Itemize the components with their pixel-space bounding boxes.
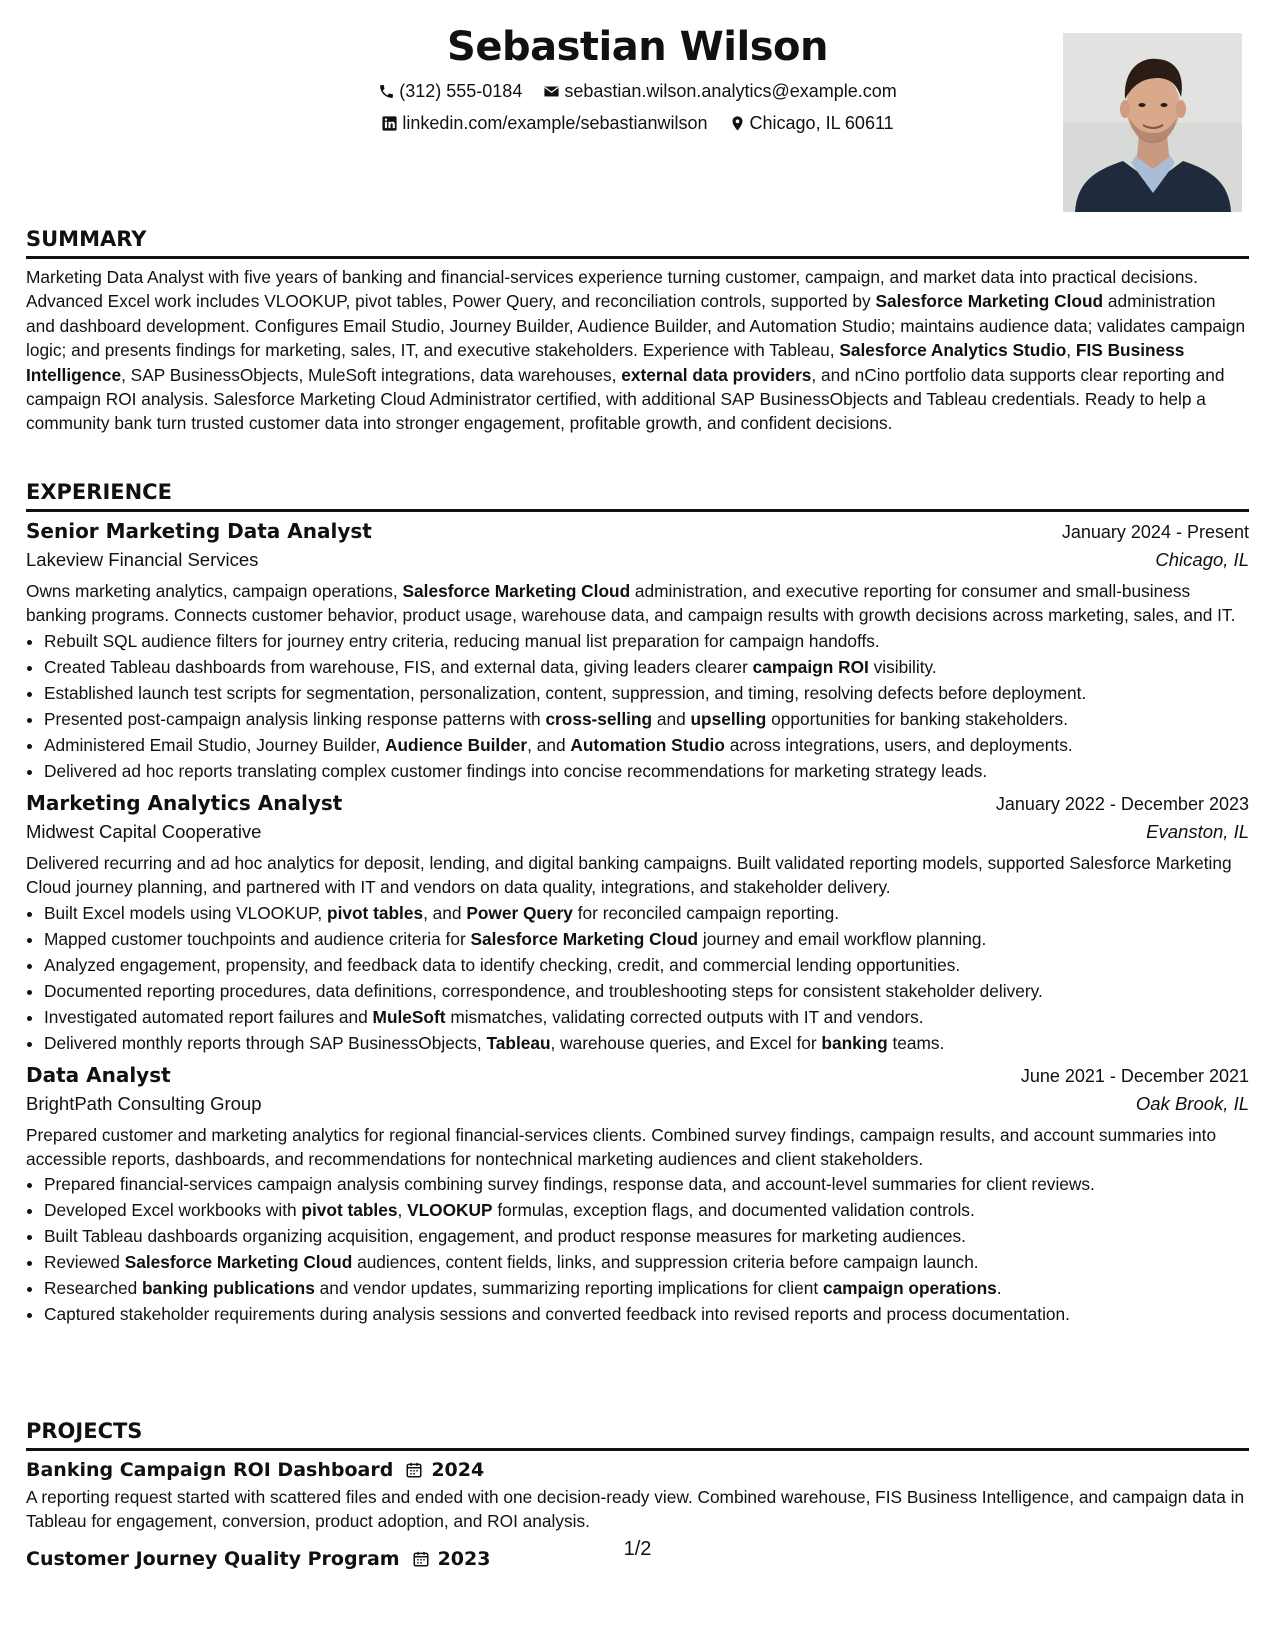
bold-text: FIS Business Intelligence	[26, 340, 1185, 385]
bold-text: Power Query	[466, 902, 573, 923]
text-run: Reviewed	[44, 1252, 125, 1273]
job-company: Midwest Capital Cooperative	[26, 820, 262, 842]
job-bullets	[26, 1171, 1249, 1327]
envelope-icon	[543, 83, 560, 100]
job-bullets	[26, 628, 1249, 784]
bullet-item	[44, 680, 1249, 706]
text-run: , SAP BusinessObjects, MuleSoft integrations, data warehouses,	[121, 364, 622, 385]
location-text: Chicago, IL 60611	[749, 113, 894, 133]
bullet-item	[44, 758, 1249, 784]
job-dates: January 2024 - Present	[1061, 522, 1249, 542]
bold-text: Salesforce Marketing Cloud	[875, 291, 1104, 312]
summary-section	[26, 227, 1249, 436]
bold-text: Salesforce Analytics Studio	[839, 340, 1067, 361]
text-run: teams.	[887, 1032, 945, 1053]
job-title: Data Analyst	[26, 1062, 171, 1087]
job-dates: January 2022 - December 2023	[995, 793, 1249, 814]
bold-text: upselling	[690, 708, 767, 729]
bullet-item	[44, 732, 1249, 758]
text-run: formulas, exception flags, and documented validation controls.	[492, 1200, 975, 1221]
bold-text: Automation Studio	[570, 734, 725, 755]
location-contact	[729, 113, 894, 134]
bullet-item	[44, 1030, 1249, 1056]
text-run: Documented reporting procedures, data definitions, correspondence, and troubleshooting steps for consistent stakeholder delivery.	[44, 980, 1043, 1001]
text-run: ,	[397, 1200, 408, 1221]
linkedin-contact[interactable]	[381, 113, 707, 134]
bullet-item	[44, 706, 1249, 732]
text-run: Delivered recurring and ad hoc analytics for deposit, lending, and digital banking campaigns. Built validated reporting models, supported Salesforce Marketing Cloud journey planning, and partnered with IT and vendors on data quality, integrations, and stakeholder delivery.	[26, 852, 1232, 898]
bold-text: external data providers	[621, 364, 812, 385]
job-location: Chicago, IL	[1155, 549, 1249, 570]
job-title: Marketing Analytics Analyst	[26, 790, 343, 815]
text-run: and vendor updates, summarizing reporting implications for client	[314, 1278, 823, 1299]
text-run: Rebuilt SQL audience filters for journey entry criteria, reducing manual list preparation for campaign handoffs.	[44, 630, 880, 651]
text-run: Developed Excel workbooks with	[44, 1200, 302, 1221]
text-run: Mapped customer touchpoints and audience criteria for	[44, 928, 471, 949]
phone-text: (312) 555-0184	[399, 81, 523, 101]
text-run: across integrations, users, and deployments.	[724, 734, 1073, 755]
email-contact[interactable]	[543, 81, 896, 102]
text-run: Analyzed engagement, propensity, and feedback data to identify checking, credit, and commercial lending opportunities.	[44, 954, 961, 975]
bold-text: Salesforce Marketing Cloud	[124, 1252, 353, 1273]
profile-photo	[1063, 33, 1242, 212]
text-run: Prepared financial-services campaign analysis combining survey findings, response data, and account-level summaries for client reviews.	[44, 1174, 1095, 1195]
text-run: for reconciled campaign reporting.	[572, 902, 840, 923]
project-name: Customer Journey Quality Program	[26, 1547, 400, 1570]
text-run: Administered Email Studio, Journey Builder,	[44, 734, 385, 755]
bullet-item	[44, 978, 1249, 1004]
bold-text: pivot tables	[327, 902, 424, 923]
job-location: Evanston, IL	[1146, 820, 1249, 842]
bold-text: cross-selling	[545, 708, 653, 729]
bullet-item	[44, 900, 1249, 926]
text-run: visibility.	[868, 656, 937, 677]
bold-text: pivot tables	[301, 1200, 398, 1221]
bullet-item	[44, 1004, 1249, 1030]
text-run: Captured stakeholder requirements during analysis sessions and converted feedback into revised reports and process documentation.	[44, 1304, 1070, 1325]
project-year: 2024	[431, 1459, 485, 1481]
project-description: A reporting request started with scattered files and ended with one decision-ready view. Combined warehouse, FIS Business Intelligence, and campaign data in Tableau for engagement, conversion, product adoption, and ROI analysis.	[26, 1487, 1245, 1532]
job-bullets	[26, 900, 1249, 1056]
bullet-item	[44, 1171, 1249, 1197]
phone-icon	[378, 83, 395, 100]
bullet-item	[44, 1301, 1249, 1327]
resume-page	[26, 20, 1249, 1570]
candidate-name: Sebastian Wilson	[447, 24, 828, 70]
map-pin-icon	[729, 115, 746, 132]
text-run: , and	[423, 902, 467, 923]
project-name: Banking Campaign ROI Dashboard	[26, 1459, 394, 1481]
job-company: BrightPath Consulting Group	[26, 1092, 262, 1114]
text-run: Delivered ad hoc reports translating complex customer findings into concise recommendations for marketing strategy leads.	[44, 760, 988, 781]
bullet-item	[44, 1223, 1249, 1249]
text-run: , and	[527, 734, 571, 755]
resume-header	[26, 20, 1249, 212]
text-run: Presented post-campaign analysis linking response patterns with	[44, 708, 546, 729]
calendar-icon	[405, 1461, 423, 1479]
text-run: mismatches, validating corrected outputs with IT and vendors.	[445, 1006, 924, 1027]
job-summary	[26, 579, 1249, 628]
project-year: 2023	[437, 1547, 491, 1570]
section-title-experience: EXPERIENCE	[26, 480, 1249, 512]
job-title: Senior Marketing Data Analyst	[26, 519, 372, 543]
project-entry	[26, 1459, 1249, 1534]
bold-text: campaign ROI	[752, 656, 869, 677]
job-summary	[26, 851, 1249, 900]
job-summary	[26, 1123, 1249, 1172]
text-run: opportunities for banking stakeholders.	[766, 708, 1068, 729]
job-entry	[26, 519, 1249, 784]
bullet-item	[44, 1249, 1249, 1275]
text-run: Delivered monthly reports through SAP BusinessObjects,	[44, 1032, 487, 1053]
text-run: , warehouse queries, and Excel for	[550, 1032, 822, 1053]
email-text: sebastian.wilson.analytics@example.com	[564, 81, 897, 101]
summary-text	[26, 265, 1249, 436]
text-run: Researched	[44, 1278, 142, 1299]
text-run: ,	[1066, 340, 1076, 361]
bullet-item	[44, 1275, 1249, 1301]
bold-text: Tableau	[486, 1032, 551, 1053]
text-run: .	[996, 1278, 1002, 1299]
text-run: Built Tableau dashboards organizing acquisition, engagement, and product response measures for marketing audiences.	[44, 1226, 966, 1247]
bullet-item	[44, 1197, 1249, 1223]
text-run: administration, and executive reporting for consumer and small-business banking programs. Connects customer behavior, product usage, warehouse data, and campaign results with growth decisions across marketing, sales, and IT.	[26, 581, 1236, 626]
bold-text: Salesforce Marketing Cloud	[470, 928, 699, 949]
text-run: Marketing Data Analyst with five years of banking and financial-services experience turning customer, campaign, and market data into practical decisions. Advanced Excel work includes VLOOKUP, pivot tables, Power Query, and reconciliation controls, supported by	[26, 267, 1198, 312]
text-run: , and nCino portfolio data supports clear reporting and campaign ROI analysis. Salesforce Marketing Cloud Administrator certified, with additional SAP BusinessObjects and Tableau credentials. Ready to help a community bank turn trusted customer data into stronger engagement, profitable growth, and confident decisions.	[26, 364, 1225, 434]
text-run: Created Tableau dashboards from warehouse, FIS, and external data, giving leaders clearer	[44, 656, 753, 677]
text-run: Built Excel models using VLOOKUP,	[44, 902, 328, 923]
text-run: Established launch test scripts for segmentation, personalization, content, suppression, and timing, resolving defects before deployment.	[44, 682, 1087, 703]
bold-text: Salesforce Marketing Cloud	[402, 581, 631, 601]
job-entry	[26, 1063, 1249, 1328]
bold-text: MuleSoft	[372, 1006, 446, 1027]
section-title-summary: SUMMARY	[26, 227, 1249, 259]
experience-section	[26, 480, 1249, 1327]
text-run: and	[652, 708, 691, 729]
bold-text: Audience Builder	[385, 734, 528, 755]
job-location: Oak Brook, IL	[1135, 1092, 1249, 1114]
bullet-item	[44, 926, 1249, 952]
bullet-item	[44, 628, 1249, 654]
linkedin-icon	[381, 115, 398, 132]
job-company: Lakeview Financial Services	[26, 549, 259, 570]
text-run: Investigated automated report failures and	[44, 1006, 373, 1027]
bullet-item	[44, 952, 1249, 978]
bold-text: VLOOKUP	[407, 1200, 493, 1221]
text-run: Owns marketing analytics, campaign operations,	[26, 581, 403, 601]
bold-text: banking publications	[141, 1278, 315, 1299]
text-run: audiences, content fields, links, and suppression criteria before campaign launch.	[352, 1252, 979, 1273]
text-run: journey and email workflow planning.	[698, 928, 987, 949]
section-title-projects: PROJECTS	[26, 1419, 1249, 1451]
job-entry	[26, 791, 1249, 1056]
job-dates: June 2021 - December 2021	[1020, 1065, 1249, 1086]
phone-contact	[378, 81, 522, 102]
bold-text: campaign operations	[822, 1278, 997, 1299]
text-run: administration and dashboard development. Configures Email Studio, Journey Builder, Audience Builder, and Automation Studio; maintains audience data; validates campaign logic; and presents findings for marketing, sales, IT, and executive stakeholders. Experience with Tableau,	[26, 291, 1246, 361]
text-run: Prepared customer and marketing analytics for regional financial-services clients. Combined survey findings, campaign results, and account summaries into accessible reports, dashboards, and recommendations for nontechnical marketing audiences and client stakeholders.	[26, 1124, 1217, 1170]
bullet-item	[44, 654, 1249, 680]
linkedin-text: linkedin.com/example/sebastianwilson	[402, 113, 708, 133]
page-number: 1/2	[623, 1538, 652, 1560]
bold-text: banking	[821, 1032, 888, 1053]
